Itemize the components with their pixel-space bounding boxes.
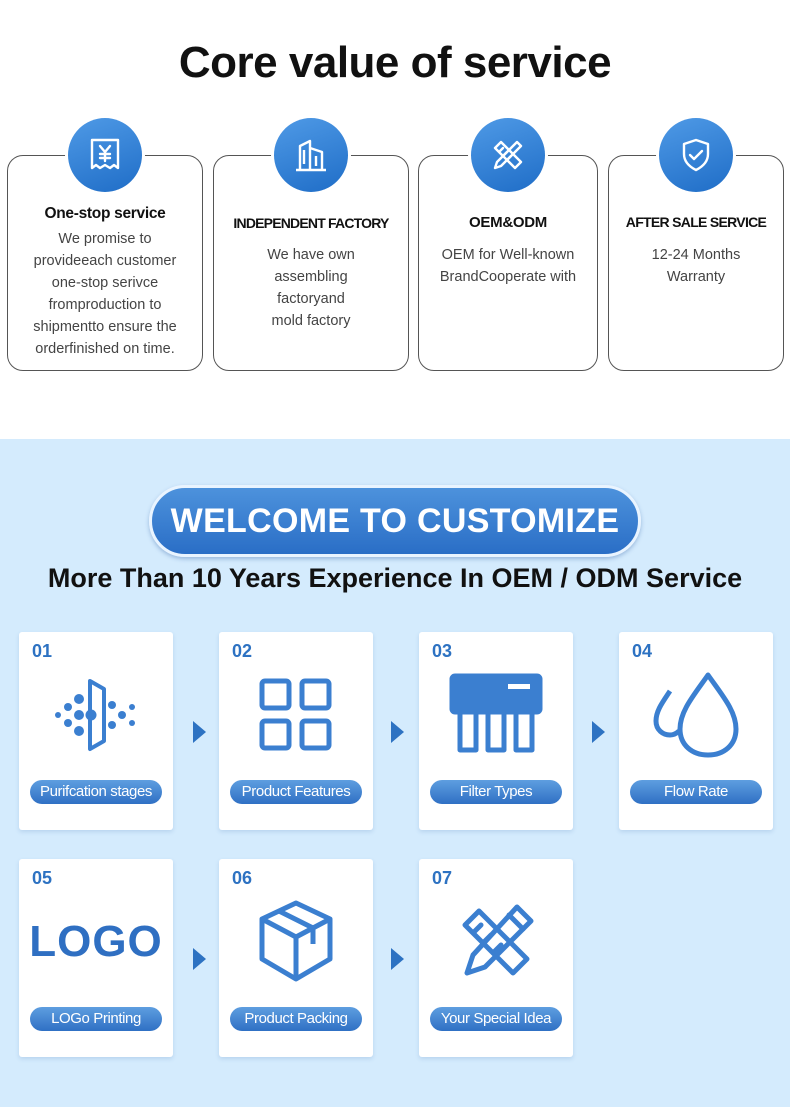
desc-line: shipmentto ensure the [33,319,177,335]
step-label: Flow Rate [630,780,762,804]
arrow-right-icon [193,721,206,743]
step-card-product-packing [219,859,373,1057]
receipt-yen-icon [68,118,142,192]
desc-line: 12-24 Months [651,247,741,263]
core-card-title: INDEPENDENT FACTORY [233,215,389,231]
step-label: Your Special Idea [430,1007,562,1031]
desc-line: We promise to [58,231,152,247]
core-card-title: AFTER SALE SERVICE [625,214,767,230]
filter-stages-icon [36,670,156,760]
building-icon [274,118,348,192]
grid-icon [236,670,356,760]
arrow-right-icon [391,948,404,970]
step-label: Filter Types [430,780,562,804]
desc-line: one-stop serivce [51,275,159,291]
desc-line: factoryand [277,291,345,307]
experience-subtitle: More Than 10 Years Experience In OEM / ODM Service [47,563,743,593]
water-drop-icon [636,670,756,760]
pencil-ruler-icon [436,897,556,987]
shield-check-icon [659,118,733,192]
desc-line: fromproduction to [48,297,162,313]
step-label: Product Packing [230,1007,362,1031]
desc-line: assembling [274,269,348,285]
step-card-special-idea [419,859,573,1057]
desc-line: We have own [267,247,355,263]
desc-line: orderfinished on time. [35,341,175,357]
box-icon [236,897,356,987]
step-card-product-features [219,632,373,830]
desc-line: provideeach customer [33,253,177,269]
step-number: 02 [232,641,253,661]
step-number: 06 [232,868,253,888]
core-card-desc [423,244,593,288]
welcome-banner: WELCOME TO CUSTOMIZE [149,485,641,557]
desc-line: mold factory [271,313,351,329]
filter-unit-icon [436,670,556,760]
desc-line: BrandCooperate with [439,269,577,285]
core-card-title: OEM&ODM [469,214,547,231]
logo-text: LOGO [29,917,163,966]
arrow-right-icon [592,721,605,743]
step-label: LOGo Printing [30,1007,162,1031]
step-number: 03 [432,641,453,661]
step-number: 05 [32,868,53,888]
step-card-purification [19,632,173,830]
core-card-desc [619,244,773,288]
pencil-ruler-icon [471,118,545,192]
desc-line: OEM for Well-known [441,247,575,263]
step-label: Product Features [230,780,362,804]
step-number: 07 [432,868,453,888]
step-number: 04 [632,641,653,661]
logo-text-icon [29,897,163,987]
step-number: 01 [32,641,53,661]
desc-line: Warranty [666,269,726,285]
step-card-filter-types [419,632,573,830]
arrow-right-icon [193,948,206,970]
core-value-title: Core value of service [178,38,612,87]
core-card-title: One-stop service [44,205,166,222]
core-card-desc [18,228,192,360]
step-card-flow-rate [619,632,773,830]
step-label: Purifcation stages [30,780,162,804]
core-card-desc [224,244,398,332]
arrow-right-icon [391,721,404,743]
step-card-logo-printing [19,859,173,1057]
